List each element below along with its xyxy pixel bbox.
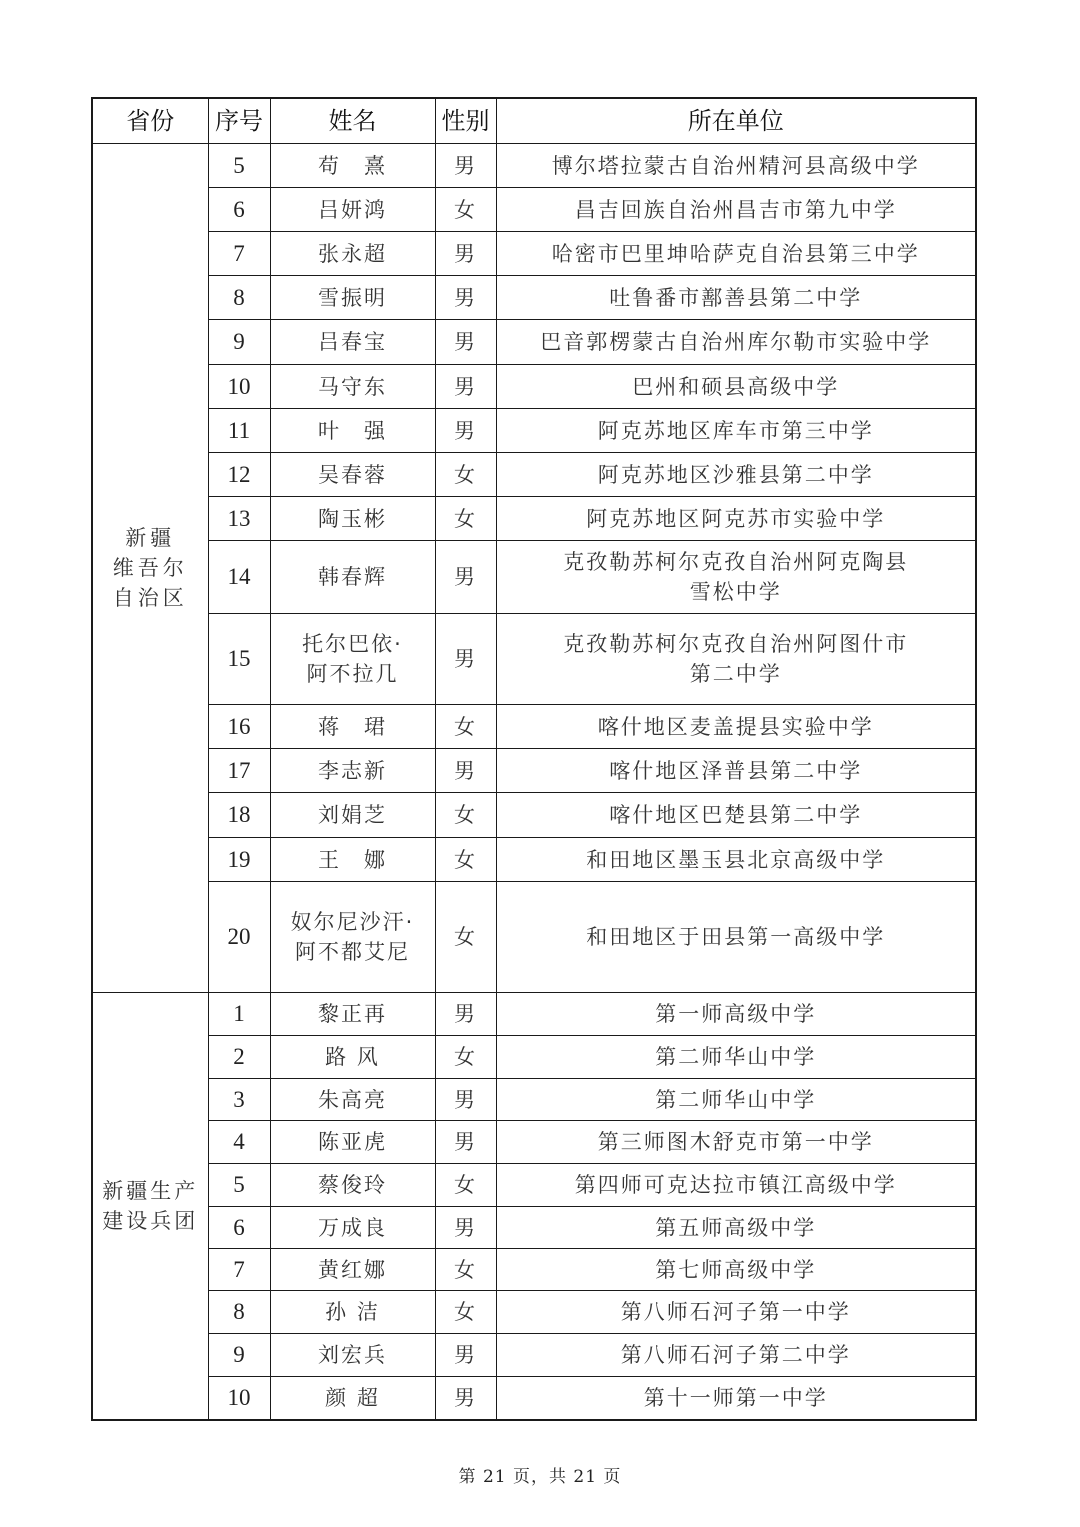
gender-cell: 男 xyxy=(435,749,496,793)
seq-cell: 9 xyxy=(208,1334,270,1377)
header-province: 省份 xyxy=(92,98,208,144)
seq-cell: 6 xyxy=(208,188,270,232)
unit-line: 克孜勒苏柯尔克孜自治州阿克陶县 xyxy=(563,550,909,574)
table-header-row xyxy=(92,98,976,144)
unit-cell: 第一师高级中学 xyxy=(496,993,976,1036)
gender-cell: 女 xyxy=(435,497,496,541)
table-row xyxy=(92,793,976,838)
gender-cell: 女 xyxy=(435,1291,496,1334)
name-cell: 刘宏兵 xyxy=(270,1334,435,1377)
unit-cell: 第八师石河子第二中学 xyxy=(496,1334,976,1377)
gender-cell: 女 xyxy=(435,838,496,882)
seq-cell: 19 xyxy=(208,838,270,882)
gender-cell: 男 xyxy=(435,365,496,409)
name-cell: 马守东 xyxy=(270,365,435,409)
table-row xyxy=(92,1207,976,1249)
header-unit: 所在单位 xyxy=(496,98,976,144)
unit-cell: 第十一师第一中学 xyxy=(496,1377,976,1420)
name-cell xyxy=(270,614,435,705)
name-cell: 叶 强 xyxy=(270,409,435,453)
table-row xyxy=(92,993,976,1036)
gender-cell: 男 xyxy=(435,1334,496,1377)
seq-cell: 4 xyxy=(208,1121,270,1164)
header-gender: 性别 xyxy=(435,98,496,144)
seq-cell: 7 xyxy=(208,232,270,276)
name-cell: 苟 熹 xyxy=(270,144,435,188)
gender-cell: 男 xyxy=(435,276,496,320)
seq-cell: 10 xyxy=(208,365,270,409)
seq-cell: 7 xyxy=(208,1249,270,1291)
name-cell: 吕春宝 xyxy=(270,320,435,365)
seq-cell: 20 xyxy=(208,882,270,993)
gender-cell: 男 xyxy=(435,1377,496,1420)
table-row xyxy=(92,188,976,232)
table-row xyxy=(92,1036,976,1079)
name-line: 阿不都艾尼 xyxy=(295,940,410,964)
gender-cell: 男 xyxy=(435,541,496,614)
seq-cell: 15 xyxy=(208,614,270,705)
name-cell: 万成良 xyxy=(270,1207,435,1249)
seq-cell: 2 xyxy=(208,1036,270,1079)
seq-cell: 1 xyxy=(208,993,270,1036)
name-cell: 陶玉彬 xyxy=(270,497,435,541)
table-row xyxy=(92,614,976,705)
name-cell: 王 娜 xyxy=(270,838,435,882)
name-cell: 陈亚虎 xyxy=(270,1121,435,1164)
gender-cell: 女 xyxy=(435,793,496,838)
unit-cell: 阿克苏地区沙雅县第二中学 xyxy=(496,453,976,497)
name-cell: 李志新 xyxy=(270,749,435,793)
unit-cell: 喀什地区泽普县第二中学 xyxy=(496,749,976,793)
gender-cell: 男 xyxy=(435,1207,496,1249)
unit-cell: 第四师可克达拉市镇江高级中学 xyxy=(496,1164,976,1207)
province-line: 新疆生产 xyxy=(102,1178,199,1203)
province-line: 自治区 xyxy=(112,586,188,610)
seq-cell: 9 xyxy=(208,320,270,365)
table-row xyxy=(92,1164,976,1207)
seq-cell: 18 xyxy=(208,793,270,838)
table-row xyxy=(92,232,976,276)
name-cell: 黎正再 xyxy=(270,993,435,1036)
gender-cell: 男 xyxy=(435,409,496,453)
roster-table xyxy=(91,97,977,1421)
name-cell xyxy=(270,882,435,993)
seq-cell: 5 xyxy=(208,1164,270,1207)
province-cell-bingtuan xyxy=(92,993,208,1420)
gender-cell: 男 xyxy=(435,320,496,365)
gender-cell: 女 xyxy=(435,882,496,993)
unit-cell: 第七师高级中学 xyxy=(496,1249,976,1291)
province-line: 建设兵团 xyxy=(102,1208,199,1233)
name-cell: 蔡俊玲 xyxy=(270,1164,435,1207)
unit-cell: 吐鲁番市鄯善县第二中学 xyxy=(496,276,976,320)
name-cell: 黄红娜 xyxy=(270,1249,435,1291)
seq-cell: 11 xyxy=(208,409,270,453)
seq-cell: 10 xyxy=(208,1377,270,1420)
unit-cell: 巴州和硕县高级中学 xyxy=(496,365,976,409)
table-row xyxy=(92,409,976,453)
unit-cell: 昌吉回族自治州昌吉市第九中学 xyxy=(496,188,976,232)
name-cell: 韩春辉 xyxy=(270,541,435,614)
unit-cell: 第二师华山中学 xyxy=(496,1079,976,1121)
name-line: 托尔巴依· xyxy=(302,632,403,656)
province-line: 维吾尔 xyxy=(112,556,188,580)
table-row xyxy=(92,838,976,882)
seq-cell: 17 xyxy=(208,749,270,793)
name-line: 阿不拉几 xyxy=(306,662,399,686)
table-row xyxy=(92,1079,976,1121)
gender-cell: 男 xyxy=(435,232,496,276)
name-cell: 刘娟芝 xyxy=(270,793,435,838)
table-row xyxy=(92,144,976,188)
gender-cell: 男 xyxy=(435,993,496,1036)
unit-cell xyxy=(496,614,976,705)
unit-cell: 哈密市巴里坤哈萨克自治县第三中学 xyxy=(496,232,976,276)
name-cell: 朱高亮 xyxy=(270,1079,435,1121)
header-seq: 序号 xyxy=(208,98,270,144)
table-row xyxy=(92,453,976,497)
table-row xyxy=(92,1291,976,1334)
unit-cell: 和田地区于田县第一高级中学 xyxy=(496,882,976,993)
unit-cell: 阿克苏地区库车市第三中学 xyxy=(496,409,976,453)
name-cell: 蒋 珺 xyxy=(270,705,435,749)
table-row xyxy=(92,276,976,320)
name-cell: 路 风 xyxy=(270,1036,435,1079)
table-row xyxy=(92,882,976,993)
name-cell: 孙 洁 xyxy=(270,1291,435,1334)
unit-line: 第二中学 xyxy=(689,662,782,686)
province-cell-xinjiang xyxy=(92,144,208,993)
seq-cell: 12 xyxy=(208,453,270,497)
gender-cell: 男 xyxy=(435,144,496,188)
table-row xyxy=(92,1121,976,1164)
table-row xyxy=(92,1334,976,1377)
name-cell: 张永超 xyxy=(270,232,435,276)
province-line: 新疆 xyxy=(125,526,176,550)
seq-cell: 6 xyxy=(208,1207,270,1249)
unit-cell: 巴音郭楞蒙古自治州库尔勒市实验中学 xyxy=(496,320,976,365)
unit-line: 雪松中学 xyxy=(689,580,782,604)
table-row xyxy=(92,1377,976,1420)
gender-cell: 女 xyxy=(435,1164,496,1207)
unit-cell: 阿克苏地区阿克苏市实验中学 xyxy=(496,497,976,541)
gender-cell: 女 xyxy=(435,188,496,232)
name-line: 奴尔尼沙汗· xyxy=(290,910,415,934)
header-name: 姓名 xyxy=(270,98,435,144)
table-row xyxy=(92,1249,976,1291)
table-row xyxy=(92,365,976,409)
gender-cell: 男 xyxy=(435,1079,496,1121)
page-number-footer: 第 21 页，共 21 页 xyxy=(458,1467,622,1487)
seq-cell: 14 xyxy=(208,541,270,614)
name-cell: 吴春蓉 xyxy=(270,453,435,497)
seq-cell: 16 xyxy=(208,705,270,749)
name-cell: 吕妍鸿 xyxy=(270,188,435,232)
unit-cell: 博尔塔拉蒙古自治州精河县高级中学 xyxy=(496,144,976,188)
gender-cell: 男 xyxy=(435,1121,496,1164)
gender-cell: 女 xyxy=(435,705,496,749)
unit-cell: 第八师石河子第一中学 xyxy=(496,1291,976,1334)
gender-cell: 女 xyxy=(435,453,496,497)
table-row xyxy=(92,749,976,793)
seq-cell: 8 xyxy=(208,276,270,320)
seq-cell: 8 xyxy=(208,1291,270,1334)
unit-cell: 和田地区墨玉县北京高级中学 xyxy=(496,838,976,882)
unit-cell: 第三师图木舒克市第一中学 xyxy=(496,1121,976,1164)
seq-cell: 5 xyxy=(208,144,270,188)
table-row xyxy=(92,497,976,541)
gender-cell: 女 xyxy=(435,1036,496,1079)
seq-cell: 3 xyxy=(208,1079,270,1121)
table-row xyxy=(92,541,976,614)
gender-cell: 女 xyxy=(435,1249,496,1291)
unit-cell xyxy=(496,541,976,614)
gender-cell: 男 xyxy=(435,614,496,705)
unit-line: 克孜勒苏柯尔克孜自治州阿图什市 xyxy=(563,632,909,656)
seq-cell: 13 xyxy=(208,497,270,541)
unit-cell: 喀什地区巴楚县第二中学 xyxy=(496,793,976,838)
name-cell: 颜 超 xyxy=(270,1377,435,1420)
table-row xyxy=(92,320,976,365)
table-row xyxy=(92,705,976,749)
unit-cell: 第五师高级中学 xyxy=(496,1207,976,1249)
unit-cell: 第二师华山中学 xyxy=(496,1036,976,1079)
unit-cell: 喀什地区麦盖提县实验中学 xyxy=(496,705,976,749)
name-cell: 雪振明 xyxy=(270,276,435,320)
